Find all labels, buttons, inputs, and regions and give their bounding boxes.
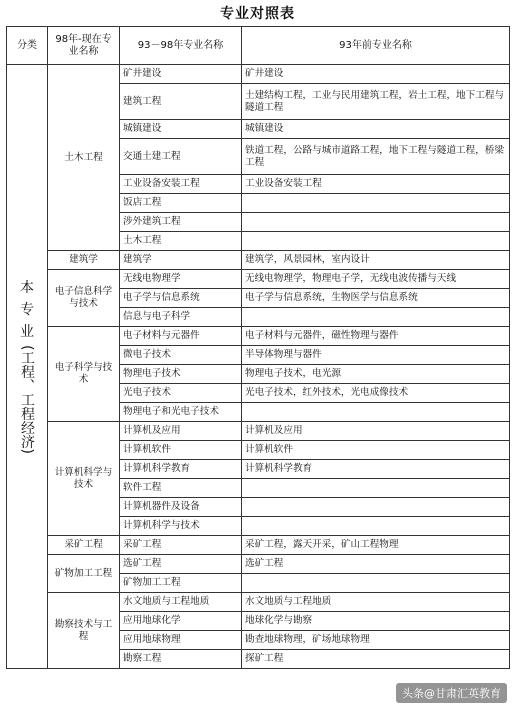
page-title: 专业对照表: [220, 6, 295, 22]
mid-major-name: 计算机软件: [120, 441, 242, 460]
old-major-name: [242, 232, 510, 251]
current-major-name: 计算机科学与技术: [48, 422, 120, 536]
current-major-name: 土木工程: [48, 65, 120, 251]
mid-major-name: 建筑工程: [120, 84, 242, 120]
mid-major-name: 软件工程: [120, 479, 242, 498]
old-major-name: 无线电物理学，物理电子学，无线电波传播与天线: [242, 270, 510, 289]
old-major-name: 矿井建设: [242, 65, 510, 84]
current-major-name: 勘察技术与工程: [48, 593, 120, 669]
old-major-name: 计算机软件: [242, 441, 510, 460]
mid-major-name: 建筑学: [120, 251, 242, 270]
mid-major-name: 水文地质与工程地质: [120, 593, 242, 612]
current-major-name: 矿物加工工程: [48, 555, 120, 593]
table-row: [7, 65, 510, 84]
category-char: 业: [20, 324, 34, 341]
table-row: [7, 270, 510, 289]
old-major-name: 半导体物理与器件: [242, 346, 510, 365]
mid-major-name: 计算机科学教育: [120, 460, 242, 479]
old-major-name: [242, 213, 510, 232]
old-major-name: 计算机及应用: [242, 422, 510, 441]
old-major-name: 地球化学与勘察: [242, 612, 510, 631]
table-header-row: [7, 27, 510, 65]
current-major-name: 电子科学与技术: [48, 327, 120, 422]
old-major-name: 工业设备安装工程: [242, 175, 510, 194]
current-major-name: 建筑学: [48, 251, 120, 270]
old-major-name: 电子材料与元器件，磁性物理与器件: [242, 327, 510, 346]
old-major-name: 光电子技术，红外技术，光电成像技术: [242, 384, 510, 403]
mid-major-name: 微电子技术: [120, 346, 242, 365]
category-char: 本: [20, 280, 34, 297]
mid-major-name: 计算机器件及设备: [120, 498, 242, 517]
mid-major-name: 电子学与信息系统: [120, 289, 242, 308]
old-major-name: 计算机科学教育: [242, 460, 510, 479]
mid-major-name: 交通土建工程: [120, 139, 242, 175]
mid-major-name: 信息与电子科学: [120, 308, 242, 327]
old-major-name: 采矿工程，露天开采，矿山工程物理: [242, 536, 510, 555]
mid-major-name: 物理电子技术: [120, 365, 242, 384]
mid-major-name: 土木工程: [120, 232, 242, 251]
header-mid-name: 93－98年专业名称: [120, 27, 242, 65]
table-row: [7, 555, 510, 574]
old-major-name: [242, 479, 510, 498]
mid-major-name: 计算机及应用: [120, 422, 242, 441]
old-major-name: 铁道工程，公路与城市道路工程，地下工程与隧道工程，桥梁工程: [242, 139, 510, 175]
mid-major-name: 勘察工程: [120, 650, 242, 669]
old-major-name: [242, 194, 510, 213]
table-row: [7, 593, 510, 612]
category-paren-note: (工程、工程经济): [19, 345, 35, 454]
old-major-name: 土建结构工程，工业与民用建筑工程，岩土工程，地下工程与隧道工程: [242, 84, 510, 120]
old-major-name: 水文地质与工程地质: [242, 593, 510, 612]
mid-major-name: 应用地球物理: [120, 631, 242, 650]
mid-major-name: 城镇建设: [120, 120, 242, 139]
table-row: [7, 536, 510, 555]
old-major-name: [242, 574, 510, 593]
category-cell: [7, 65, 48, 669]
current-major-name: 电子信息科学与技术: [48, 270, 120, 327]
old-major-name: 建筑学，风景园林，室内设计: [242, 251, 510, 270]
old-major-name: [242, 517, 510, 536]
mid-major-name: 光电子技术: [120, 384, 242, 403]
old-major-name: 电子学与信息系统，生物医学与信息系统: [242, 289, 510, 308]
mid-major-name: 矿物加工工程: [120, 574, 242, 593]
header-current-name: 98年-现在专业名称: [48, 27, 120, 65]
table-row: [7, 251, 510, 270]
mid-major-name: 采矿工程: [120, 536, 242, 555]
old-major-name: [242, 308, 510, 327]
old-major-name: [242, 498, 510, 517]
mid-major-name: 饭店工程: [120, 194, 242, 213]
mid-major-name: 选矿工程: [120, 555, 242, 574]
current-major-name: 采矿工程: [48, 536, 120, 555]
mid-major-name: 无线电物理学: [120, 270, 242, 289]
mid-major-name: 物理电子和光电子技术: [120, 403, 242, 422]
watermark: 头条@甘肃汇英教育: [396, 683, 507, 703]
old-major-name: 探矿工程: [242, 650, 510, 669]
old-major-name: 物理电子技术，电光源: [242, 365, 510, 384]
mid-major-name: 工业设备安装工程: [120, 175, 242, 194]
mid-major-name: 应用地球化学: [120, 612, 242, 631]
mid-major-name: 计算机科学与技术: [120, 517, 242, 536]
old-major-name: 城镇建设: [242, 120, 510, 139]
header-old-name: 93年前专业名称: [242, 27, 510, 65]
mid-major-name: 矿井建设: [120, 65, 242, 84]
mid-major-name: 涉外建筑工程: [120, 213, 242, 232]
category-char: 专: [20, 302, 34, 319]
mid-major-name: 电子材料与元器件: [120, 327, 242, 346]
table-row: [7, 327, 510, 346]
old-major-name: [242, 403, 510, 422]
header-category: 分类: [7, 27, 48, 65]
major-comparison-table: [6, 26, 510, 669]
old-major-name: 勘查地球物理，矿场地球物理: [242, 631, 510, 650]
old-major-name: 选矿工程: [242, 555, 510, 574]
table-row: [7, 422, 510, 441]
